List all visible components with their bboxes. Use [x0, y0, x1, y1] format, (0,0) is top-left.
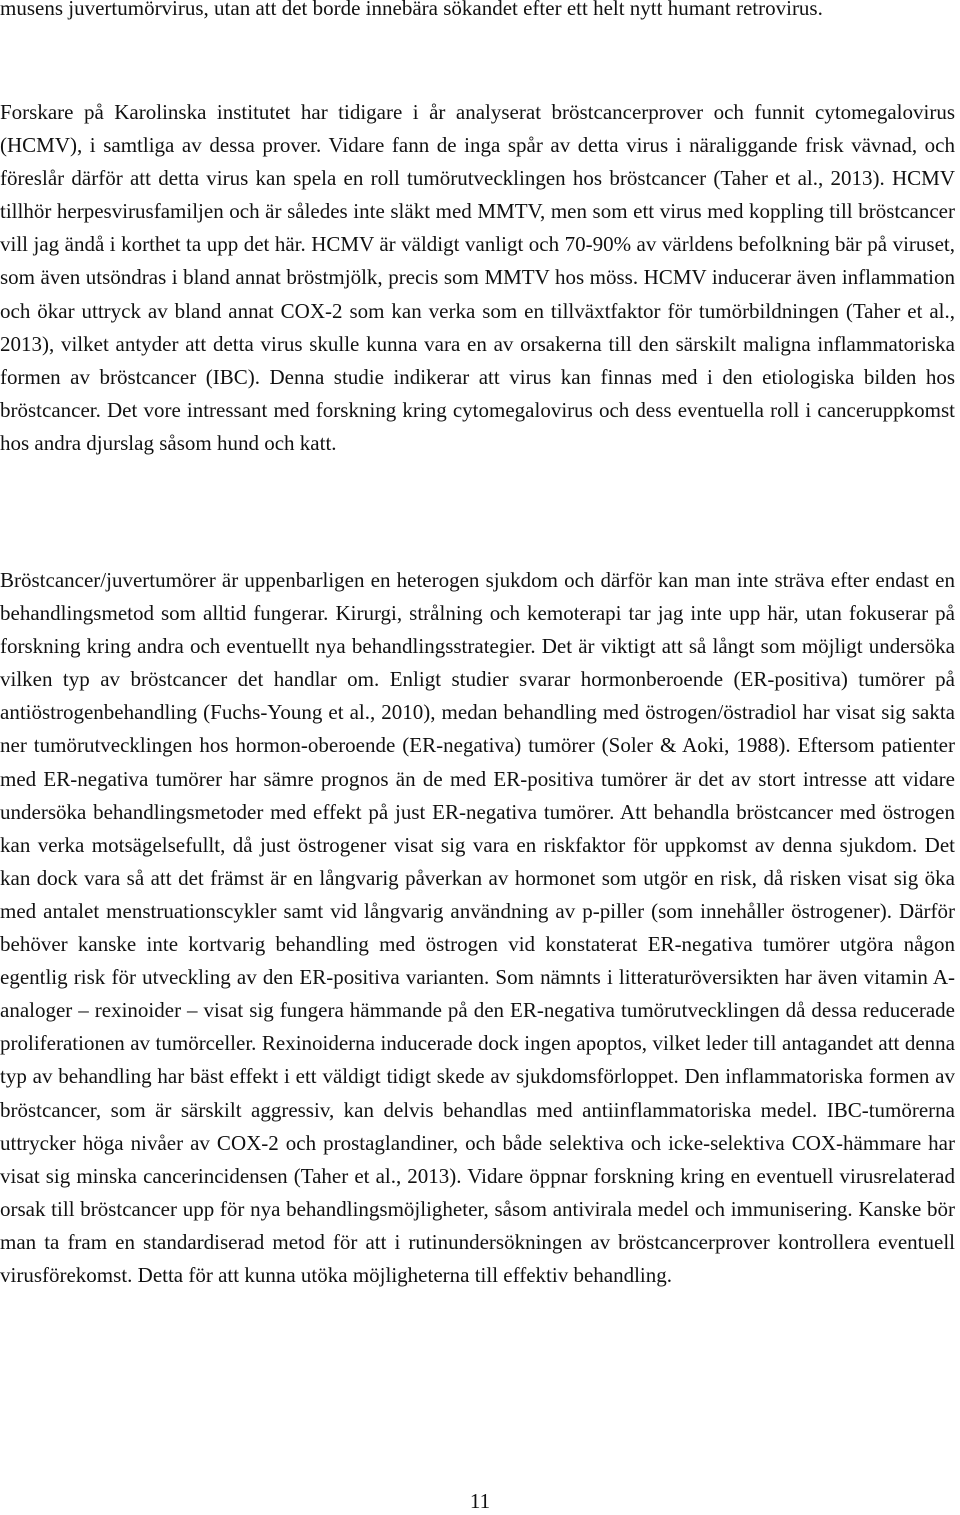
page-number: 11 — [469, 1489, 491, 1513]
body-paragraph: musens juvertumörvirus, utan att det borde innebära sökandet efter ett helt nytt humant retrovirus. — [0, 0, 823, 20]
body-paragraph: Forskare på Karolinska institutet har tidigare i år analyserat bröstcancerprover och funnit cytomegalovirus (HCMV), i samtliga av dessa prover. Vidare fann de inga spår av detta virus i näraliggande frisk vävnad, och föreslår därför att detta virus kan spela en roll tumörutvecklingen hos bröstcancer (Taher et al., 2013). HCMV tillhör herpesvirusfamiljen och är således inte släkt med MMTV, men som ett virus med koppling till bröstcancer vill jag ändå i korthet ta upp det här. HCMV är väldigt vanligt och 70-90% av världens befolkning bär på viruset, som även utsöndras i bland annat bröstmjölk, precis som MMTV hos möss. HCMV inducerar även inflammation och ökar uttryck av bland annat COX-2 som kan verka som en tillväxtfaktor för tumörbildningen (Taher et al., 2013), vilket antyder att detta virus skulle kunna vara en av orsakerna till den särskilt maligna inflammatoriska formen av bröstcancer (IBC). Denna studie indikerar att virus kan finnas med i den etiologiska bilden hos bröstcancer. Det vore intressant med forskning kring cytomegalovirus och dess eventuella roll i canceruppkomst hos andra djurslag såsom hund och katt. — [0, 100, 955, 455]
body-paragraph: Bröstcancer/juvertumörer är uppenbarligen en heterogen sjukdom och därför kan man inte sträva efter endast en behandlingsmetod som alltid fungerar. Kirurgi, strålning och kemoterapi tar jag inte upp här, utan fokuserar på forskning kring andra och eventuellt nya behandlingsstrategier. Det är viktigt att så långt som möjligt undersöka vilken typ av bröstcancer det handlar om. Enligt studier svarar hormonberoende (ER-positiva) tumörer på antiöstrogenbehandling (Fuchs-Young et al., 2010), medan behandling med östrogen/östradiol har visat sig sakta ner tumörutvecklingen hos hormon-oberoende (ER-negativa) tumörer (Soler & Aoki, 1988). Eftersom patienter med ER-negativa tumörer har sämre prognos än de med ER-positiva tumörer är det av stort intresse att vidare undersöka behandlingsmetoder med effekt på just ER-negativa tumörer. Att behandla bröstcancer med östrogen kan verka motsägelsefullt, då just östrogener visat sig vara en riskfaktor för uppkomst av denna sjukdom. Det kan dock vara så att det främst är en långvarig påverkan av hormonet som utgör en risk, då risken visat sig öka med antalet menstruationscykler samt vid långvarig användning av p-piller (som innehåller östrogener). Därför behöver kanske inte kortvarig behandling med östrogen vid konstaterat ER-negativa tumörer utgöra någon egentlig risk för utveckling av den ER-positiva varianten. Som nämnts i litteraturöversikten har även vitamin A-analoger – rexinoider – visat sig fungera hämmande på den ER-negativa tumörutvecklingen då dessa reducerade proliferationen av tumörceller. Rexinoiderna inducerade dock ingen apoptos, vilket leder till antagandet att denna typ av behandling har bäst effekt i ett väldigt tidigt skede av sjukdomsförloppet. Den inflammatoriska formen av bröstcancer, som är särskilt aggressiv, kan delvis behandlas med antiinflammatoriska medel. IBC-tumörerna uttrycker höga nivåer av COX-2 och prostaglandiner, och både selektiva och icke-selektiva COX-hämmare har visat sig minska cancerincidensen (Taher et al., 2013). Vidare öppnar forskning kring en eventuell virusrelaterad orsak till bröstcancer upp för nya behandlingsmöjligheter, såsom antivirala medel och immunisering. Kanske bör man ta fram en standardiserad metod för att i rutinundersökningen av bröstcancerprover kontrollera eventuell virusförekomst. Detta för att kunna utöka möjligheterna till effektiv behandling. — [0, 568, 955, 1287]
